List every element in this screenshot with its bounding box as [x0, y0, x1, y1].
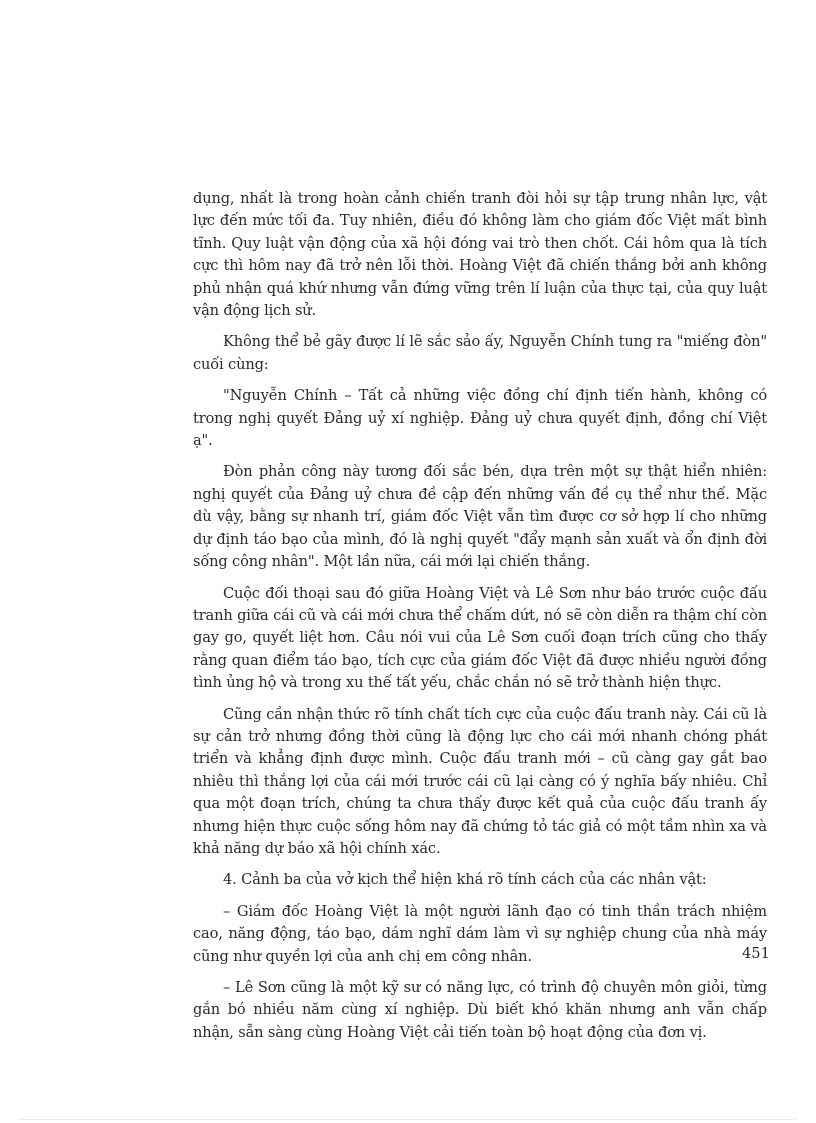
list-item: – Lê Sơn cũng là một kỹ sư có năng lực, có trình độ chuyên môn giỏi, từng gắn bó nhiều năm cùng xí nghiệp. Dù biết khó khăn nhưng anh vẫn chấp nhận, sẵn sàng cùng Hoàng Việt cải tiến toàn bộ hoạt động của đơn vị. [193, 979, 767, 1041]
page-bottom-divider [20, 1119, 796, 1120]
paragraph: dụng, nhất là trong hoàn cảnh chiến tranh đòi hỏi sự tập trung nhân lực, vật lực đến mức tối đa. Tuy nhiên, điều đó không làm cho giám đốc Việt mất bình tĩnh. Quy luật vận động của xã hội đóng vai trò then chốt. Cái hôm qua là tích cực thì hôm nay đã trở nên lỗi thời. Hoàng Việt đã chiến thắng bởi anh không phủ nhận quá khứ nhưng vẫn đứng vững trên lí luận của thực tại, của quy luật vận động lịch sử. [193, 190, 767, 320]
quote-paragraph: "Nguyễn Chính – Tất cả những việc đồng chí định tiến hành, không có trong nghị quyết Đảng uỷ xí nghiệp. Đảng uỷ chưa quyết định, đồng chí Việt ạ". [193, 387, 767, 450]
paragraph: Cuộc đối thoại sau đó giữa Hoàng Việt và Lê Sơn như báo trước cuộc đấu tranh giữa cái cũ và cái mới chưa thể chấm dứt, nó sẽ còn diễn ra thậm chí còn gay go, quyết liệt hơn. Câu nói vui của Lê Sơn cuối đoạn trích cũng cho thấy rằng quan điểm táo bạo, tích cực của giám đốc Việt đã được nhiều người đồng tình ủng hộ và trong xu thế tất yếu, chắc chắn nó sẽ trở thành hiện thực. [193, 584, 767, 692]
section-heading: 4. Cảnh ba của vở kịch thể hiện khá rõ tính cách của các nhân vật: [223, 871, 707, 889]
list-item: – Giám đốc Hoàng Việt là một người lãnh đạo có tinh thần trách nhiệm cao, năng động, táo bạo, dám nghĩ dám làm vì sự nghiệp chung của nhà máy cũng như quyền lợi của anh chị em công nhân. [193, 902, 767, 965]
paragraph: Cũng cần nhận thức rõ tính chất tích cực của cuộc đấu tranh này. Cái cũ là sự cản trở nhưng đồng thời cũng là động lực cho cái mới nhanh chóng phát triển và khẳng định được mình. Cuộc đấu tranh mới – cũ càng gay gắt bao nhiêu thì thắng lợi của cái mới trước cái cũ lại càng có ý nghĩa bấy nhiêu. Chỉ qua một đoạn trích, chúng ta chưa thấy được kết quả của cuộc đấu tranh ấy nhưng hiện thực cuộc sống hôm nay đã chứng tỏ tác giả có một tầm nhìn xa và khả năng dự báo xã hội chính xác. [193, 705, 767, 857]
page-body [193, 188, 767, 1053]
paragraph: Không thể bẻ gãy được lí lẽ sắc sảo ấy, Nguyễn Chính tung ra "miếng đòn" cuối cùng: [193, 333, 767, 373]
paragraph: Đòn phản công này tương đối sắc bén, dựa trên một sự thật hiển nhiên: nghị quyết của Đảng uỷ chưa đề cập đến những vấn đề cụ thể như thế. Mặc dù vậy, bằng sự nhanh trí, giám đốc Việt vẫn tìm được cơ sở hợp lí cho những dự định táo bạo của mình, đó là nghị quyết "đẩy mạnh sản xuất và ổn định đời sống công nhân". Một lần nữa, cái mới lại chiến thắng. [193, 463, 767, 571]
page-number: 451 [742, 945, 770, 962]
